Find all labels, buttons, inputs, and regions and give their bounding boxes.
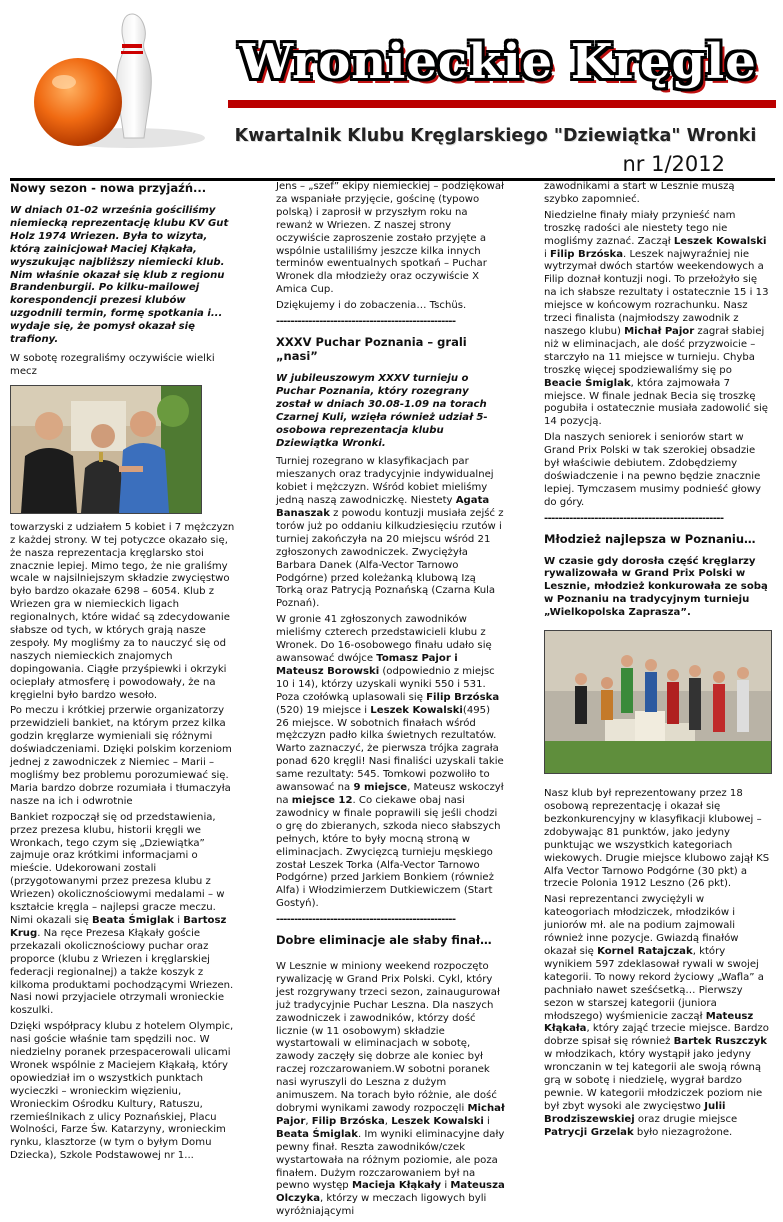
article-lead: W czasie gdy dorosła część kręglarzy rywalizowała w Grand Prix Polski w Lesznie, młodzież konkurowała ze sobą w Poznaniu na tradycyjnym turnieju „Wielkopolska Zapraszа”. — [544, 555, 768, 619]
paragraph: Nasi reprezentanci zwyciężyli w kateogoriach młodziczek, młodzików i juniorów mł. ale na podium zajmowali również inne pozycje. Gwiazdą finałów okazał się Kornel Ratajczak, który wynikiem 597 zdeklasował rywali w swojej kategorii. To nowy rekord życiowy „Wafla” a pachniało nawet sześćsetką… Pierwszy sezon w starszej kategorii (juniora młodszego) wyśmienicie zaczął Mateusz Kłąkała, który zająć trzecie miejsce. Bardzo dobrze spisał się również Bartek Ruszczyk w młodzikach, który wystąpił jako jedyny wronczanin w tej kategorii ale swoją równą grą w sobotę i niedzielę, wygrał bardzo pewnie. W kategorii młodziczek poziom nie był zbyt wysoki ale zwycięstwo Julii Brodziszewskiej oraz drugie miejsce Patrycji Grzelak było niezagrożone. — [544, 894, 769, 1138]
paragraph: Niedzielne finały miały przynieść nam troszkę radości ale niestety tego nie mogliśmy zaznać. Zaczął Leszek Kowalski i Filip Brzóska. Leszek najwyraźniej nie wytrzymał dwóch startów weekendowych a Filip doznał kontuzji nogi. To przełożyło się na ich słabsze rezultaty i ostatecznie 15 i 13 miejsce w końcowym rozrachunku. Nasz trzeci finalista (najmłodszy zawodnik z naszego klubu) Michał Pajor zagrał słabiej niż w eliminacjach, ale dość przyzwoicie – starczyło na 11 miejsce w turnieju. Chyba troszkę więcej spodziewaliśmy się po Beacie Śmiglak, która zajmowała 7 miejsce. W finale jednak Becia się troszkę pogubiła i ostatecznie musiała zadowolić się 14 pozycją. — [544, 209, 769, 428]
paragraph: Dla naszych seniorek i seniorów start w Grand Prix Polski w tak szerokiej obsadzie był właściwie debiutem. Zdobędziemy doświadczenie i na pewno będzie znacznie lepiej. Tymczasem musimy podnieść głowy do góry. — [544, 432, 762, 508]
column-1 — [10, 181, 237, 1166]
highlighted-name: Filip Brzóska — [311, 1115, 385, 1127]
paragraph: Nasz klub był reprezentowany przez 18 osobową reprezentację i okazał się bezkonkurencyjny w klasyfikacji klubowej – zdobywając 81 punktów, jako jedyny punktując we wszystkich kategoriach wiekowych. Drugie miejsce klubowo zajął KS Alfa Vector Tarnowo Podgórne (30 pkt) a trzecie Polonia 1912 Leszno (26 pkt). — [544, 788, 770, 890]
paragraph: Bankiet rozpoczął się od przedstawienia, przez prezesa klubu, historii kręgli we Wronkach, tego czym się „Dziewiątka” zajmuje oraz krótkimi informacjami o mieście. Udekorowani zostali (przygotowanymi przez prezesa klubu z Wriezen) okolicznościowymi medalami – w kształcie kręgla – najlepsi gracze meczu. Nimi okazali się Beata Śmiglak i Bartosz Krug. Na ręce Prezesa Kłąkały goście przekazali okolicznościowy puchar oraz proporce (klubu z Wriezen i kręglarskiej federacji regionalnej) a także koszyk z kilkoma produktami pochodzącymi Wriezen. Nasi nowi przyjaciele otrzymali wronieckie koszulki. — [10, 811, 234, 1017]
paragraph: Jens – „szef” ekipy niemieckiej – podziękował za wspaniałe przyjęcie, gościnę (typowo polską) i zaprosił w przyszłym roku na rewanż w Wriezen. Z naszej strony oczywiście zaproszenie zostało przyjęte a wspólnie ustaliliśmy jeszcze kilka innych terminów ewentualnych spotkań – Puchar Wronek dla młodzieży oraz oczywiście X Amica Cup. — [276, 181, 504, 296]
highlighted-text: 9 miejsce — [353, 782, 408, 794]
article-lead: W dniach 01-02 września gościliśmy niemiecką reprezentację klubu KV Gut Holz 1974 Wriezen. Była to wizyta, którą zainicjował Maciej Kłąkała, wyszukując najbliższy niemiecki klub. Nim właśnie okazał się klub z regionu Brandenburgii. Po kilku-mailowej korespondencji prezesi klubów uzgodnili termin, formę spotkania i... wydaje się, że pomysł okazał się trafiony. — [10, 205, 229, 346]
highlighted-name: Michał Pajor — [624, 325, 695, 337]
highlighted-name: Leszek Kowalski — [391, 1115, 484, 1127]
highlighted-name: Bartosz Krug — [10, 914, 227, 939]
highlighted-name: Julii Brodziszewskiej — [544, 1100, 726, 1125]
highlighted-name: Leszek Kowalski — [370, 704, 463, 716]
highlighted-text: miejsce 12 — [291, 794, 353, 806]
highlighted-name: Kornel Ratajczak — [597, 945, 693, 957]
bowling-pin-and-ball-logo — [20, 10, 210, 150]
paragraph: W gronie 41 zgłoszonych zawodników mieliśmy czterech przedstawicieli klubu z Wronek. Do 16-osobowego finału udało się awansować dwójce Tomasz Pajor i Mateusz Borowski (odpowiednio z miejsc 10 i 14), którzy uzyskali wyniki 550 i 531. Poza czołówką uplasowali się Filip Brzóska (520) 19 miejsce i Leszek Kowalski(495) 26 miejsce. W sobotnich finałach wśród mężczyzn padło kilka świetnych rezultatów. Warto zaznaczyć, że pierwsza trójka zagrała ponad 620 kręgli! Nasi finaliści uzyskali takie same rezultaty: 545. Tomkowi pozwoliło to awansować na 9 miejsce, Mateusz wskoczył na miejsce 12. Co ciekawe obaj nasi zawodnicy w finale poprawili się jeśli chodzi o grę do zbieranych, szkoda nieco słabszych pełnych, które to były mocną stroną w eliminacjach. Zwycięzcą turnieju męskiego został Leszek Torka (Alfa-Vector Tarnowo Podgórne) przed Jarkiem Bonkiem (również Alfa) i Włodzimierzem Dutkiewiczem (Start Gostyń). — [276, 614, 504, 910]
team-photo — [10, 385, 202, 514]
paragraph: W Lesznie w miniony weekend rozpoczęto rywalizację w Grand Prix Polski. Cykl, który jest rozgrywany trzeci sezon, zainaugurował już tradycyjnie Puchar Leszna. Dla naszych zawodniczek i zawodników, którzy dość licznie (w 11 osobowym) składzie wystartowali w eliminacjach w sobotę, zawody zaczęły się dobrze ale koniec był raczej rozczarowaniem.W sobotni poranek nasi wyruszyli do Leszna z dużym animuszem. Na torach było różnie, ale dość dobrymi wynikami zawody rozpoczęli Michał Pajor, Filip Brzóska, Leszek Kowalski i Beata Śmiglak. Im wyniki eliminacyjne dały pewny finał. Reszta zawodników/czek wystartowała na różnym poziomie, ale poza finałem. Dużym rozczarowaniem był na pewno występ Macieja Kłąkały i Mateusza Olczyka, którzy w meczach ligowych byli wyróżniającymi — [276, 961, 505, 1218]
article-heading: Dobre eliminacje ale słaby finał… — [276, 933, 492, 948]
highlighted-name: Filip Brzóska — [550, 248, 624, 260]
masthead — [0, 0, 783, 180]
title-underline-bar — [228, 100, 776, 108]
issue-number: nr 1/2012 — [622, 152, 725, 176]
column-3 — [544, 181, 772, 1143]
highlighted-name: Patrycji Grzelak — [544, 1126, 634, 1138]
separator: -------------------------------------------------- — [544, 512, 724, 524]
article-heading: Młodzież najlepsza w Poznaniu… — [544, 531, 756, 546]
article-heading: XXXV Puchar Poznania – grali „nasi” — [276, 334, 467, 363]
paragraph: towarzyski z udziałem 5 kobiet i 7 mężczyzn z każdej strony. W tej potyczce okazało się, że nasza reprezentacja kręglarsko stoi znacznie lepiej. Mimo tego, że nie graliśmy wcale w najsilniejszym składzie zwycięstwo było bardzo okazałe 6298 – 6054. Klub z Wriezen gra w niemieckich ligach regionalnych, które widać są zdecydowanie słabsze od tych, w których grają nasze zespoły. My mogliśmy za to nauczyć się od naszych niemieckich znajomych dopingowania. Ciągłe przyśpiewki i okrzyki ocieplały atmosferę i powodowały, że na kręgielni było bardzo wesoło. — [10, 521, 235, 701]
highlighted-name: Tomasz Pajor i Mateusz Borowski — [276, 653, 458, 677]
newsletter-title: Wronieckie Kręgle — [239, 34, 757, 90]
highlighted-name: Leszek Kowalski — [673, 235, 767, 247]
highlighted-name: Macieja Kłąkały — [351, 1180, 442, 1192]
column-2 — [276, 181, 505, 1222]
separator: -------------------------------------------------- — [276, 316, 456, 328]
highlighted-name: Michał Pajor — [276, 1103, 505, 1127]
highlighted-name: Mateusza Olczyka — [276, 1180, 505, 1205]
newsletter-subtitle: Kwartalnik Klubu Kręglarskiego "Dziewiątka" Wronki — [234, 126, 757, 146]
paragraph: W sobotę rozegraliśmy oczywiście wielki mecz — [10, 352, 215, 377]
highlighted-name: Filip Brzóska — [426, 691, 500, 703]
article-lead: W jubileuszowym XXXV turnieju o Puchar Poznania, który rozegrany został w dniach 30.08-1.09 na torach Czarnej Kuli, wzięła również udział 5-osobowa reprezentacja klubu Dziewiątka Wronki. — [276, 372, 488, 449]
highlighted-name: Beacie Śmiglak — [544, 377, 631, 389]
separator: -------------------------------------------------- — [276, 914, 456, 926]
highlighted-name: Beata Śmiglak — [276, 1128, 358, 1140]
paragraph: zawodnikami a start w Lesznie muszą szybko zapomnieć. — [544, 181, 735, 205]
highlighted-name: Bartek Ruszczyk — [673, 1036, 767, 1048]
highlighted-name: Agata Banaszak — [276, 495, 490, 520]
paragraph: Turniej rozegrano w klasyfikacjach par mieszanych oraz tradycyjnie indywidualnej kobiet i mężczyzn. Wśród kobiet mieliśmy jedną naszą zawodniczkę. Niestety Agata Banaszak z powodu kontuzji musiała zejść z torów już po oddaniu kilkudziesięciu rzutów i turniej zakończyła na 20 miejscu wśród 21 zgłoszonych zawodniczek. Zwyciężyła Barbara Danek (Alfa-Vector Tarnowo Podgórne) przed koleżanką klubową Izą Torką oraz Patrycją Poznańską (Czarna Kula Poznań). — [276, 456, 504, 610]
highlighted-name: Mateusz Kłąkała — [544, 1010, 754, 1035]
paragraph: Dzięki współpracy klubu z hotelem Olympic, nasi goście właśnie tam spędzili noc. W niedzielny poranek przespacerowali ulicami Wronek wspólnie z Maciejem Kłąkałą, który opowiedział im o wszystkich punktach wycieczki – wronieckim więzieniu, Wronieckim Ośrodku Kultury, Ratuszu, rzemieślnikach z ulicy Poznańskiej, Placu Wolności, Farze Św. Katarzyny, wronieckim rynku, klasztorze (w tym o byłym Domu Dziecka), Szkole Podstawowej nr 1... — [10, 1021, 234, 1162]
paragraph: Po meczu i krótkiej przerwie organizatorzy przewidzieli bankiet, na którym przez kilka godzin kręglarze wymieniali się różnymi doświadczeniami. Dzięki polskim korzeniom jednej z zawodniczek z Niemiec – Marii – mogliśmy bez problemu porozumiewać się. Maria bardzo dobrze rozumiała i tłumaczyła nasze na ich i odwrotnie — [10, 705, 232, 807]
podium-photo — [544, 630, 772, 774]
paragraph: Dziękujemy i do zobaczenia… Tschüs. — [276, 300, 467, 312]
article-heading: Nowy sezon - nowa przyjaźń... — [10, 181, 207, 195]
highlighted-name: Beata Śmiglak — [92, 914, 174, 926]
